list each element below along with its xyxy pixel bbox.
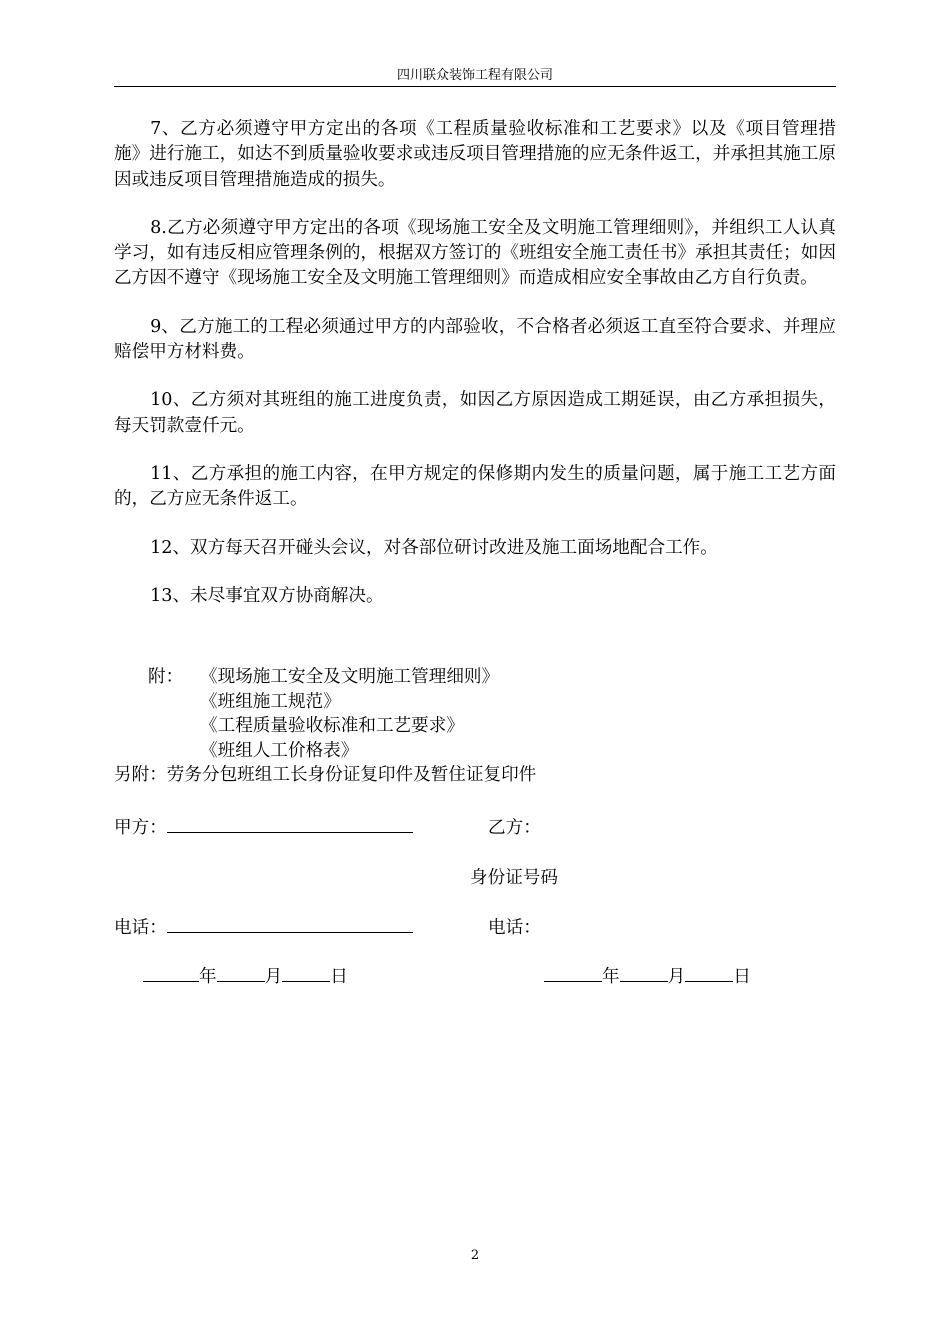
day-blank	[685, 965, 733, 982]
month-blank	[217, 965, 265, 982]
year-blank	[143, 965, 199, 982]
day-label: 日	[330, 967, 348, 987]
month-label: 月	[264, 967, 283, 987]
year-label: 年	[199, 967, 217, 987]
clause-11: 11、乙方承担的施工内容，在甲方规定的保修期内发生的质量问题，属于施工工艺方面的，乙方应无条件返工。	[114, 463, 836, 510]
attachments	[114, 665, 537, 788]
contract-clauses	[114, 117, 836, 632]
attachment-item: 《工程质量验收标准和工艺要求》	[200, 716, 464, 736]
attachment-item: 《现场施工安全及文明施工管理细则》	[200, 667, 500, 687]
day-blank	[282, 965, 330, 982]
phone-b-label: 电话：	[488, 918, 541, 938]
id-number-label: 身份证号码	[470, 868, 558, 888]
page-header: 四川联众装饰工程有限公司	[396, 68, 553, 83]
party-a-signature	[114, 816, 413, 840]
party-a-date	[143, 965, 348, 989]
clause-10: 10、乙方须对其班组的施工进度负责，如因乙方原因造成工期延误，由乙方承担损失，每天罚款壹仟元。	[114, 390, 836, 436]
page-number: 2	[470, 1248, 480, 1263]
party-a-signature-line	[167, 816, 413, 833]
year-blank	[544, 965, 602, 982]
month-blank	[620, 965, 668, 982]
party-a-label: 甲方：	[114, 818, 167, 838]
additional-attachment: 另附：劳务分包班组工长身份证复印件及暂住证复印件	[114, 765, 537, 785]
party-b-date	[544, 965, 751, 989]
clause-12: 12、双方每天召开碰头会议，对各部位研讨改进及施工面场地配合工作。	[150, 537, 718, 558]
attachment-item: 《班组人工价格表》	[200, 740, 359, 761]
header-divider	[114, 86, 836, 87]
clause-8: 8.乙方必须遵守甲方定出的各项《现场施工安全及文明施工管理细则》，并组织工人认真学习，如有违反相应管理条例的，根据双方签订的《班组安全施工责任书》承担其责任；如因乙方因不遵守《现场施工安全及文明施工管理细则》而造成相应安全事故由乙方自行负责。	[114, 217, 836, 289]
clause-7: 7、乙方必须遵守甲方定出的各项《工程质量验收标准和工艺要求》以及《项目管理措施》进行施工，如达不到质量验收要求或违反项目管理措施的应无条件返工，并承担其施工原因或违反项目管理措施造成的损失。	[114, 119, 836, 190]
party-a-phone	[114, 916, 413, 940]
phone-a-line	[167, 916, 413, 933]
phone-a-label: 电话：	[114, 918, 167, 938]
party-b-label: 乙方：	[488, 818, 541, 838]
attachment-item: 《班组施工规范》	[200, 691, 341, 712]
year-label: 年	[602, 967, 620, 987]
clause-9: 9、乙方施工的工程必须通过甲方的内部验收，不合格者必须返工直至符合要求、并理应赔偿甲方材料费。	[114, 316, 836, 363]
month-label: 月	[667, 967, 686, 987]
day-label: 日	[733, 967, 751, 987]
clause-13: 13、未尽事宜双方协商解决。	[150, 585, 384, 606]
attachments-label: 附：	[148, 667, 184, 687]
